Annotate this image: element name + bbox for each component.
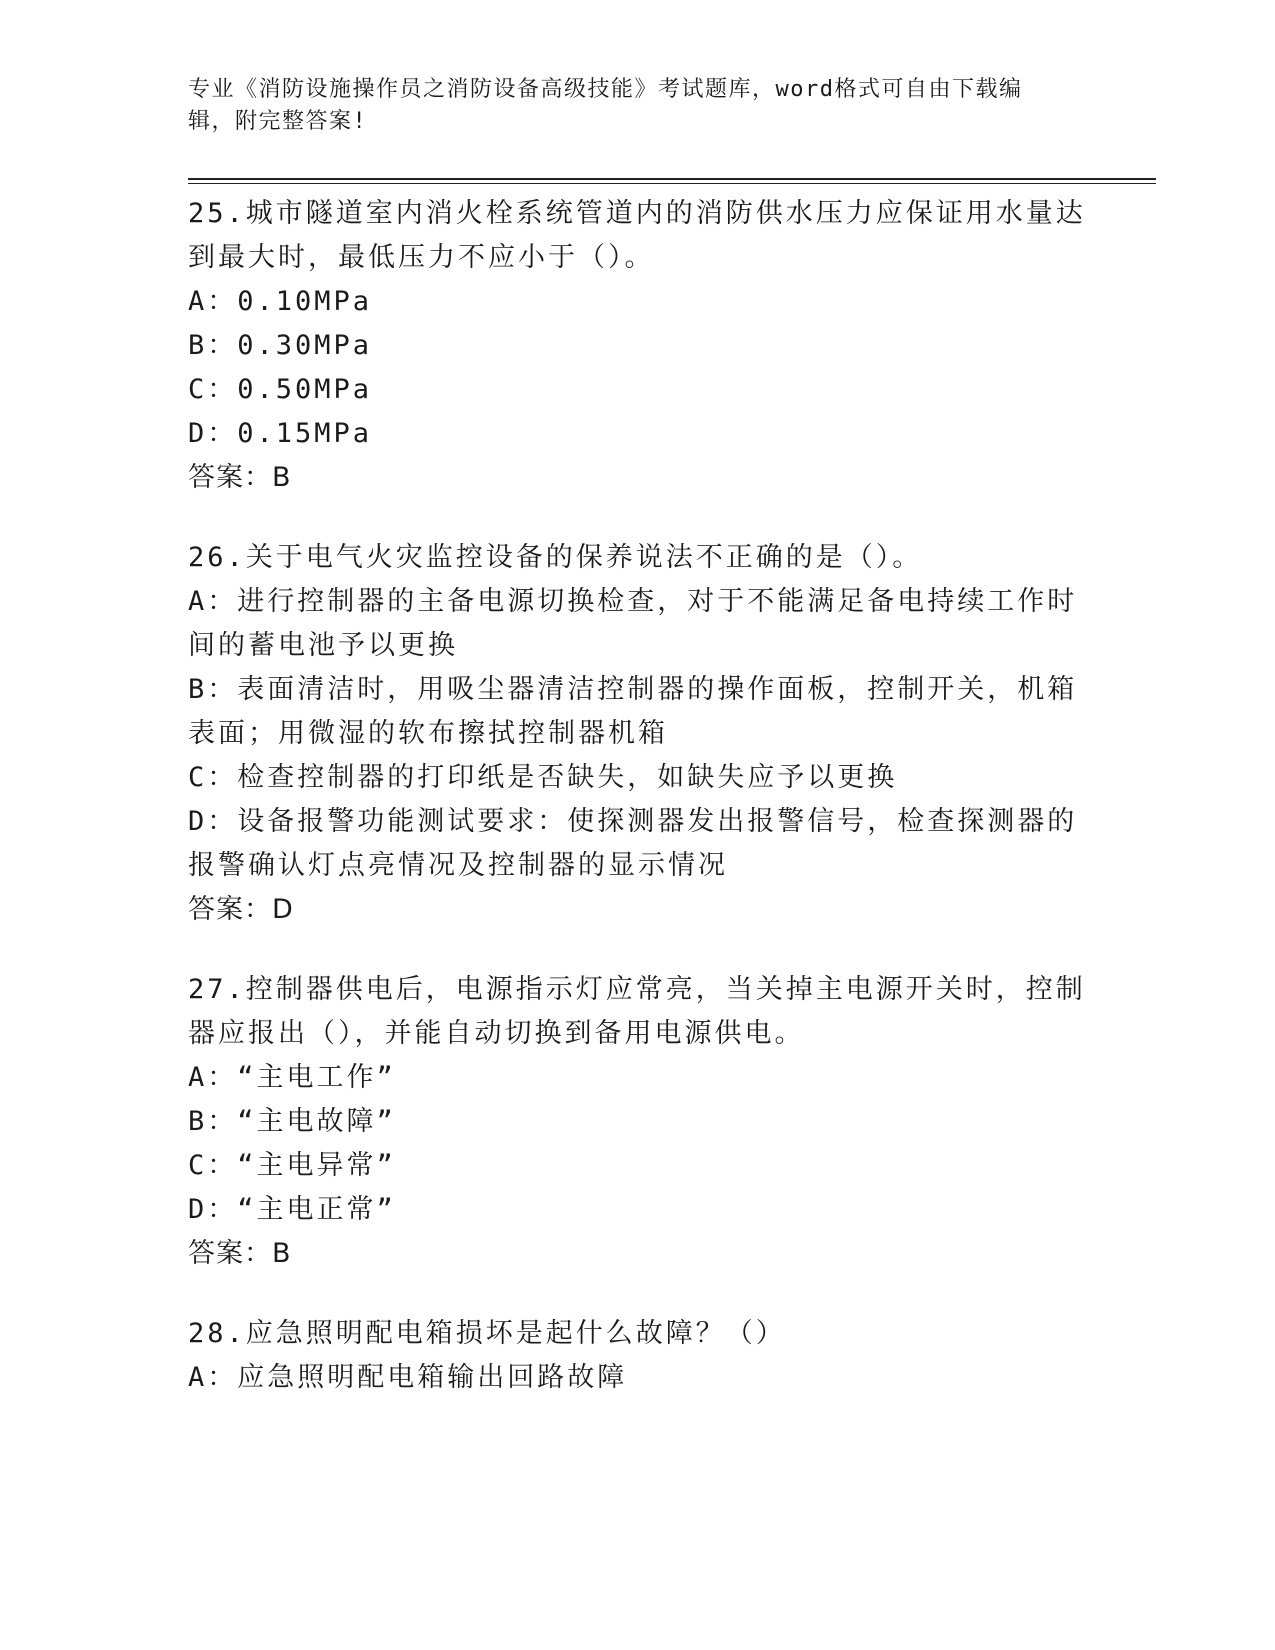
option-c: C：“主电异常”: [188, 1150, 396, 1181]
question-stem: 27.控制器供电后，电源指示灯应常亮，当关掉主电源开关时，控制器应报出（），并能自动切换到备用电源供电。: [188, 974, 1086, 1049]
header-divider-thin: [188, 183, 1156, 184]
question-25: [188, 192, 1088, 500]
option-d: D：“主电正常”: [188, 1194, 396, 1225]
option-a: A：0.10MPa: [188, 286, 373, 317]
question-26: [188, 536, 1088, 932]
option-c: C：0.50MPa: [188, 374, 373, 405]
option-b: B：表面清洁时，用吸尘器清洁控制器的操作面板，控制开关，机箱表面；用微湿的软布擦拭控制器机箱: [188, 674, 1078, 749]
option-b: B：0.30MPa: [188, 330, 373, 361]
option-a: A：应急照明配电箱输出回路故障: [188, 1362, 628, 1393]
option-c: C：检查控制器的打印纸是否缺失，如缺失应予以更换: [188, 762, 898, 793]
option-d: D：设备报警功能测试要求：使探测器发出报警信号，检查探测器的报警确认灯点亮情况及控制器的显示情况: [188, 806, 1078, 881]
question-list: [188, 188, 1088, 1436]
option-a: A：进行控制器的主备电源切换检查，对于不能满足备电持续工作时间的蓄电池予以更换: [188, 586, 1078, 661]
answer-line: 答案：D: [188, 894, 294, 925]
question-stem: 28.应急照明配电箱损坏是起什么故障？（）: [188, 1318, 786, 1349]
question-27: [188, 968, 1088, 1276]
question-28: [188, 1312, 1088, 1400]
option-b: B：“主电故障”: [188, 1106, 396, 1137]
answer-line: 答案：B: [188, 462, 292, 493]
header-divider-thick: [188, 178, 1156, 180]
question-stem: 25.城市隧道室内消火栓系统管道内的消防供水压力应保证用水量达到最大时，最低压力不应小于（）。: [188, 198, 1086, 273]
option-a: A：“主电工作”: [188, 1062, 396, 1093]
question-stem: 26.关于电气火灾监控设备的保养说法不正确的是（）。: [188, 542, 923, 573]
option-d: D：0.15MPa: [188, 418, 373, 449]
document-header: 专业《消防设施操作员之消防设备高级技能》考试题库，word格式可自由下载编辑，附完整答案!: [188, 77, 1023, 134]
answer-line: 答案：B: [188, 1238, 292, 1269]
